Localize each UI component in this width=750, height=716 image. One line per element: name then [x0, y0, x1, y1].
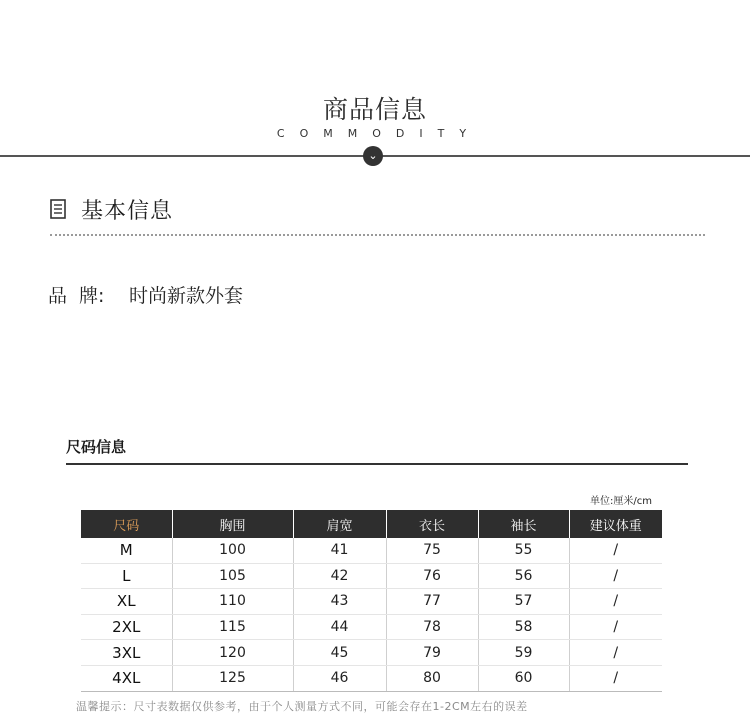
size-table — [81, 510, 662, 692]
unit-note: 单位:厘米/cm — [590, 496, 652, 507]
weight-cell: / — [569, 640, 662, 666]
length-cell: 75 — [386, 538, 478, 563]
chest-cell: 100 — [172, 538, 293, 563]
column-header-chest: 胸围 — [172, 510, 293, 538]
table-row — [81, 589, 662, 615]
shoulder-cell: 43 — [293, 589, 386, 615]
length-cell: 80 — [386, 665, 478, 691]
sleeve-cell: 56 — [478, 563, 569, 589]
sleeve-cell: 60 — [478, 665, 569, 691]
chest-cell: 120 — [172, 640, 293, 666]
shoulder-cell: 44 — [293, 614, 386, 640]
document-icon — [50, 199, 66, 219]
column-header-weight: 建议体重 — [569, 510, 662, 538]
column-header-shoulder: 肩宽 — [293, 510, 386, 538]
column-header-sleeve: 袖长 — [478, 510, 569, 538]
length-cell: 76 — [386, 563, 478, 589]
length-cell: 79 — [386, 640, 478, 666]
page-subtitle: COMMODITY — [276, 127, 482, 140]
size-cell: M — [81, 538, 172, 563]
weight-cell: / — [569, 614, 662, 640]
table-header-row — [81, 510, 662, 538]
section-divider — [50, 234, 705, 236]
table-row — [81, 563, 662, 589]
sleeve-cell: 58 — [478, 614, 569, 640]
column-header-length: 衣长 — [386, 510, 478, 538]
chest-cell: 125 — [172, 665, 293, 691]
table-row — [81, 614, 662, 640]
brand-label-part-2: 牌: — [79, 285, 105, 307]
weight-cell: / — [569, 665, 662, 691]
sleeve-cell: 59 — [478, 640, 569, 666]
size-info-title: 尺码信息 — [66, 438, 127, 456]
size-info-divider — [66, 463, 688, 465]
brand-label — [48, 281, 104, 308]
shoulder-cell: 45 — [293, 640, 386, 666]
sleeve-cell: 55 — [478, 538, 569, 563]
column-header-size: 尺码 — [81, 510, 172, 538]
brand-label-part-1: 品 — [48, 285, 68, 307]
size-cell: L — [81, 563, 172, 589]
chest-cell: 105 — [172, 563, 293, 589]
page-title: 商品信息 — [322, 95, 427, 124]
size-cell: 3XL — [81, 640, 172, 666]
weight-cell: / — [569, 563, 662, 589]
table-row — [81, 665, 662, 691]
table-row — [81, 640, 662, 666]
weight-cell: / — [569, 538, 662, 563]
basic-info-title: 基本信息 — [81, 199, 174, 224]
shoulder-cell: 41 — [293, 538, 386, 563]
chevron-down-icon: ⌄ — [363, 146, 383, 166]
size-cell: 4XL — [81, 665, 172, 691]
length-cell: 77 — [386, 589, 478, 615]
length-cell: 78 — [386, 614, 478, 640]
weight-cell: / — [569, 589, 662, 615]
sleeve-cell: 57 — [478, 589, 569, 615]
size-cell: XL — [81, 589, 172, 615]
size-disclaimer: 温馨提示：尺寸表数据仅供参考，由于个人测量方式不同，可能会存在1-2CM左右的误差 — [76, 700, 528, 713]
brand-value: 时尚新款外套 — [129, 285, 244, 307]
table-row — [81, 538, 662, 563]
shoulder-cell: 42 — [293, 563, 386, 589]
chest-cell: 115 — [172, 614, 293, 640]
shoulder-cell: 46 — [293, 665, 386, 691]
size-cell: 2XL — [81, 614, 172, 640]
chest-cell: 110 — [172, 589, 293, 615]
